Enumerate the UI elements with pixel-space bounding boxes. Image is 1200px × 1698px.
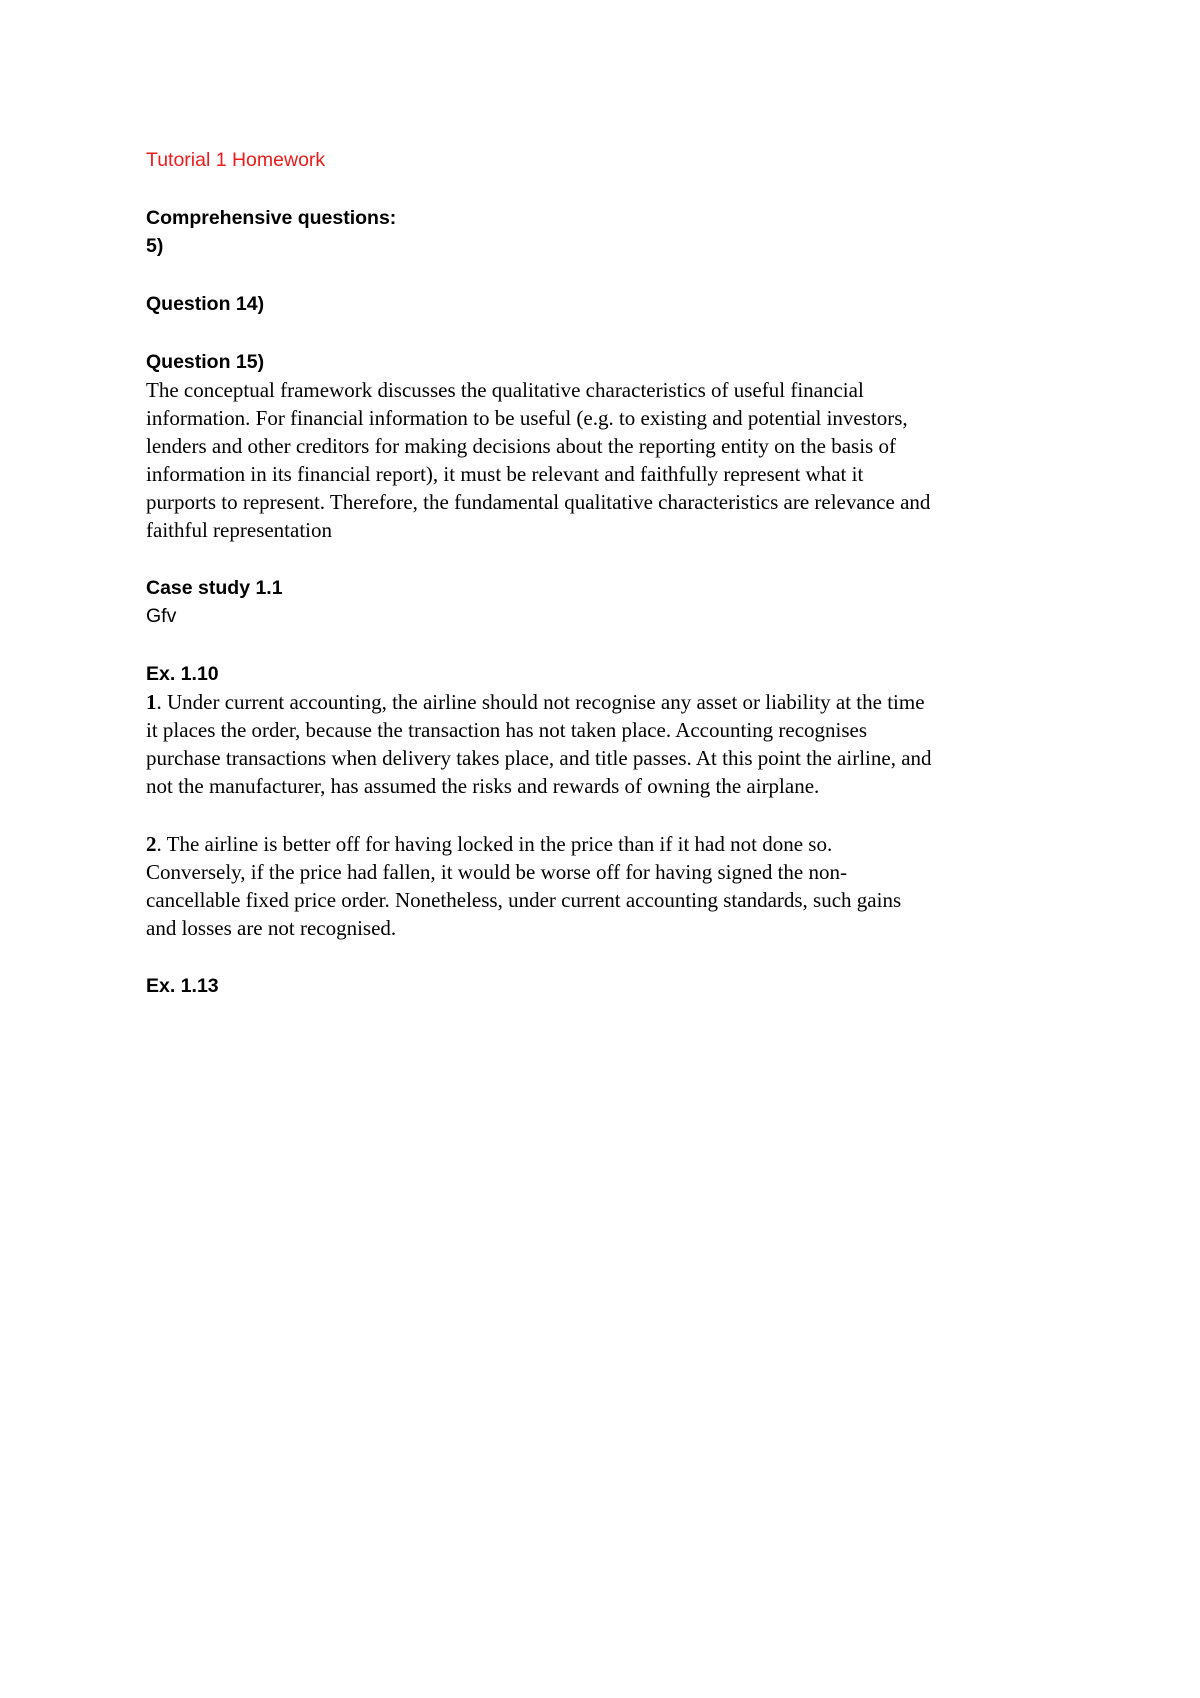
paragraph-line: Conversely, if the price had fallen, it would be worse off for having signed the non-: [146, 860, 847, 884]
question-15-answer: [146, 376, 1076, 544]
paragraph-line: it places the order, because the transaction has not taken place. Accounting recognises: [146, 718, 868, 742]
exercise-1-13-heading: Ex. 1.13: [146, 975, 219, 997]
question-14-heading: Question 14): [146, 293, 265, 315]
paragraph-line: cancellable fixed price order. Nonetheless, under current accounting standards, such gains: [146, 888, 902, 912]
question-15-heading: Question 15): [146, 351, 265, 373]
exercise-1-10-heading: Ex. 1.10: [146, 663, 219, 685]
answer-text: . The airline is better off for having locked in the price than if it had not done so.: [156, 832, 833, 856]
paragraph-line: purchase transactions when delivery takes place, and title passes. At this point the airline, and: [146, 746, 932, 770]
comprehensive-questions-heading: Comprehensive questions:: [146, 207, 397, 229]
paragraph-line: information in its financial report), it must be relevant and faithfully represent what it: [146, 462, 864, 486]
paragraph-line: lenders and other creditors for making decisions about the reporting entity on the basis of: [146, 434, 896, 458]
item-5-label: 5): [146, 235, 164, 257]
paragraph-line: purports to represent. Therefore, the fundamental qualitative characteristics are relevance and: [146, 490, 931, 514]
answer-text: . Under current accounting, the airline should not recognise any asset or liability at the time: [156, 690, 925, 714]
paragraph-line: [146, 688, 1076, 716]
document-body: [146, 146, 1076, 1000]
exercise-1-10-answer-2: [146, 830, 1076, 942]
case-study-answer: Gfv: [146, 605, 177, 627]
paragraph-line: and losses are not recognised.: [146, 916, 397, 940]
paragraph-line: [146, 830, 1076, 858]
document-title: Tutorial 1 Homework: [146, 149, 326, 171]
case-study-heading: Case study 1.1: [146, 577, 283, 599]
answer-number: 1: [146, 690, 157, 714]
paragraph-line: not the manufacturer, has assumed the risks and rewards of owning the airplane.: [146, 774, 820, 798]
paragraph-line: information. For financial information to be useful (e.g. to existing and potential investors,: [146, 406, 908, 430]
exercise-1-10-answer-1: [146, 688, 1076, 800]
paragraph-line: faithful representation: [146, 518, 333, 542]
paragraph-line: The conceptual framework discusses the qualitative characteristics of useful financial: [146, 378, 864, 402]
answer-number: 2: [146, 832, 157, 856]
